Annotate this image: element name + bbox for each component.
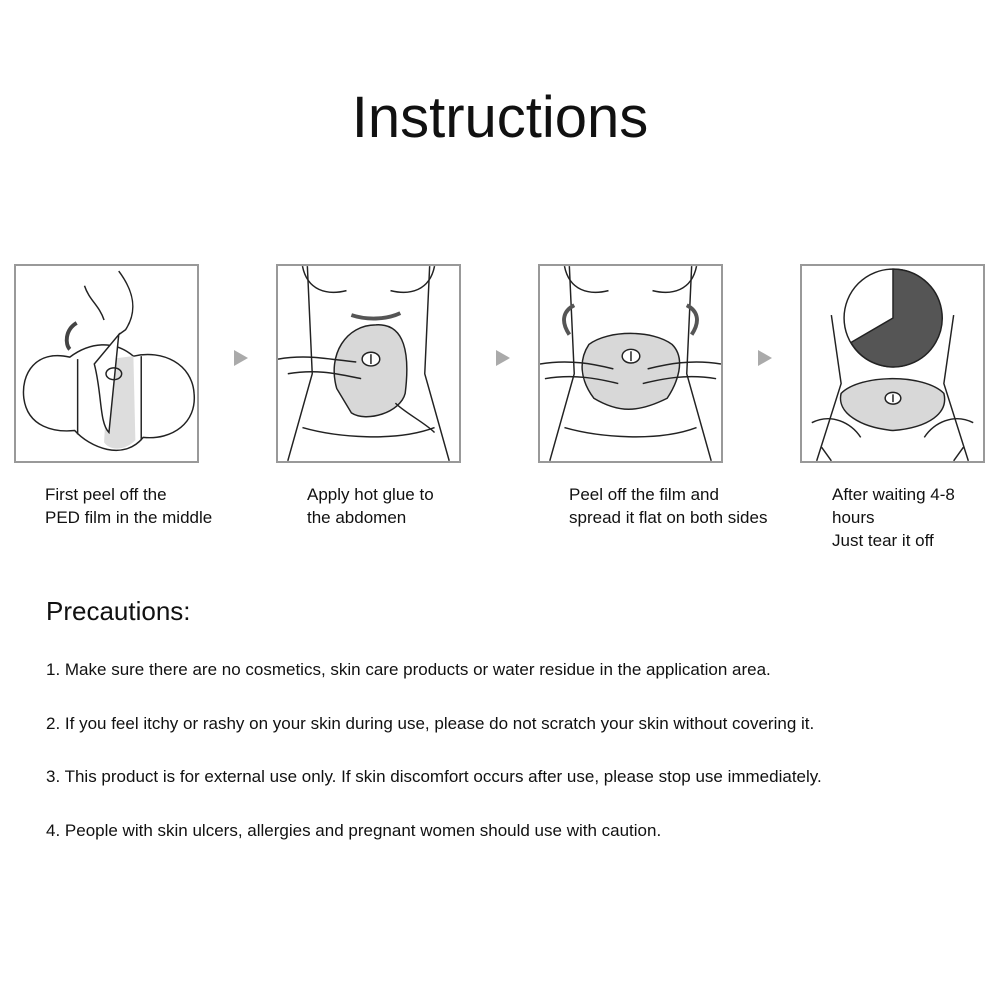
caption-line: the abdomen	[307, 508, 407, 527]
step-1-illustration	[14, 264, 199, 463]
caption-line: First peel off the	[45, 485, 167, 504]
step-1-caption	[45, 483, 212, 529]
caption-line: Just tear it off	[832, 531, 934, 550]
step-arrow-icon	[758, 350, 772, 366]
precaution-item: 3. This product is for external use only. If skin discomfort occurs after use, please stop use immediately.	[46, 767, 822, 786]
step-3-illustration	[538, 264, 723, 463]
step-4-caption	[832, 483, 955, 552]
precaution-item: 4. People with skin ulcers, allergies and pregnant women should use with caution.	[46, 821, 662, 840]
step-3-caption	[569, 483, 767, 529]
page-title: Instructions	[351, 85, 649, 150]
caption-line: Peel off the film and	[569, 485, 719, 504]
caption-line: PED film in the middle	[45, 508, 213, 527]
caption-line: Apply hot glue to	[307, 485, 434, 504]
caption-line: After waiting 4-8	[832, 485, 955, 504]
step-arrow-icon	[496, 350, 510, 366]
caption-line: hours	[832, 508, 875, 527]
precautions-heading: Precautions:	[46, 596, 191, 626]
caption-line: spread it flat on both sides	[569, 508, 768, 527]
step-2-caption	[307, 483, 434, 529]
step-4-illustration	[800, 264, 985, 463]
precaution-item: 2. If you feel itchy or rashy on your skin during use, please do not scratch your skin without covering it.	[46, 714, 815, 733]
precaution-item: 1. Make sure there are no cosmetics, skin care products or water residue in the application area.	[46, 660, 771, 679]
step-arrow-icon	[234, 350, 248, 366]
step-2-illustration	[276, 264, 461, 463]
